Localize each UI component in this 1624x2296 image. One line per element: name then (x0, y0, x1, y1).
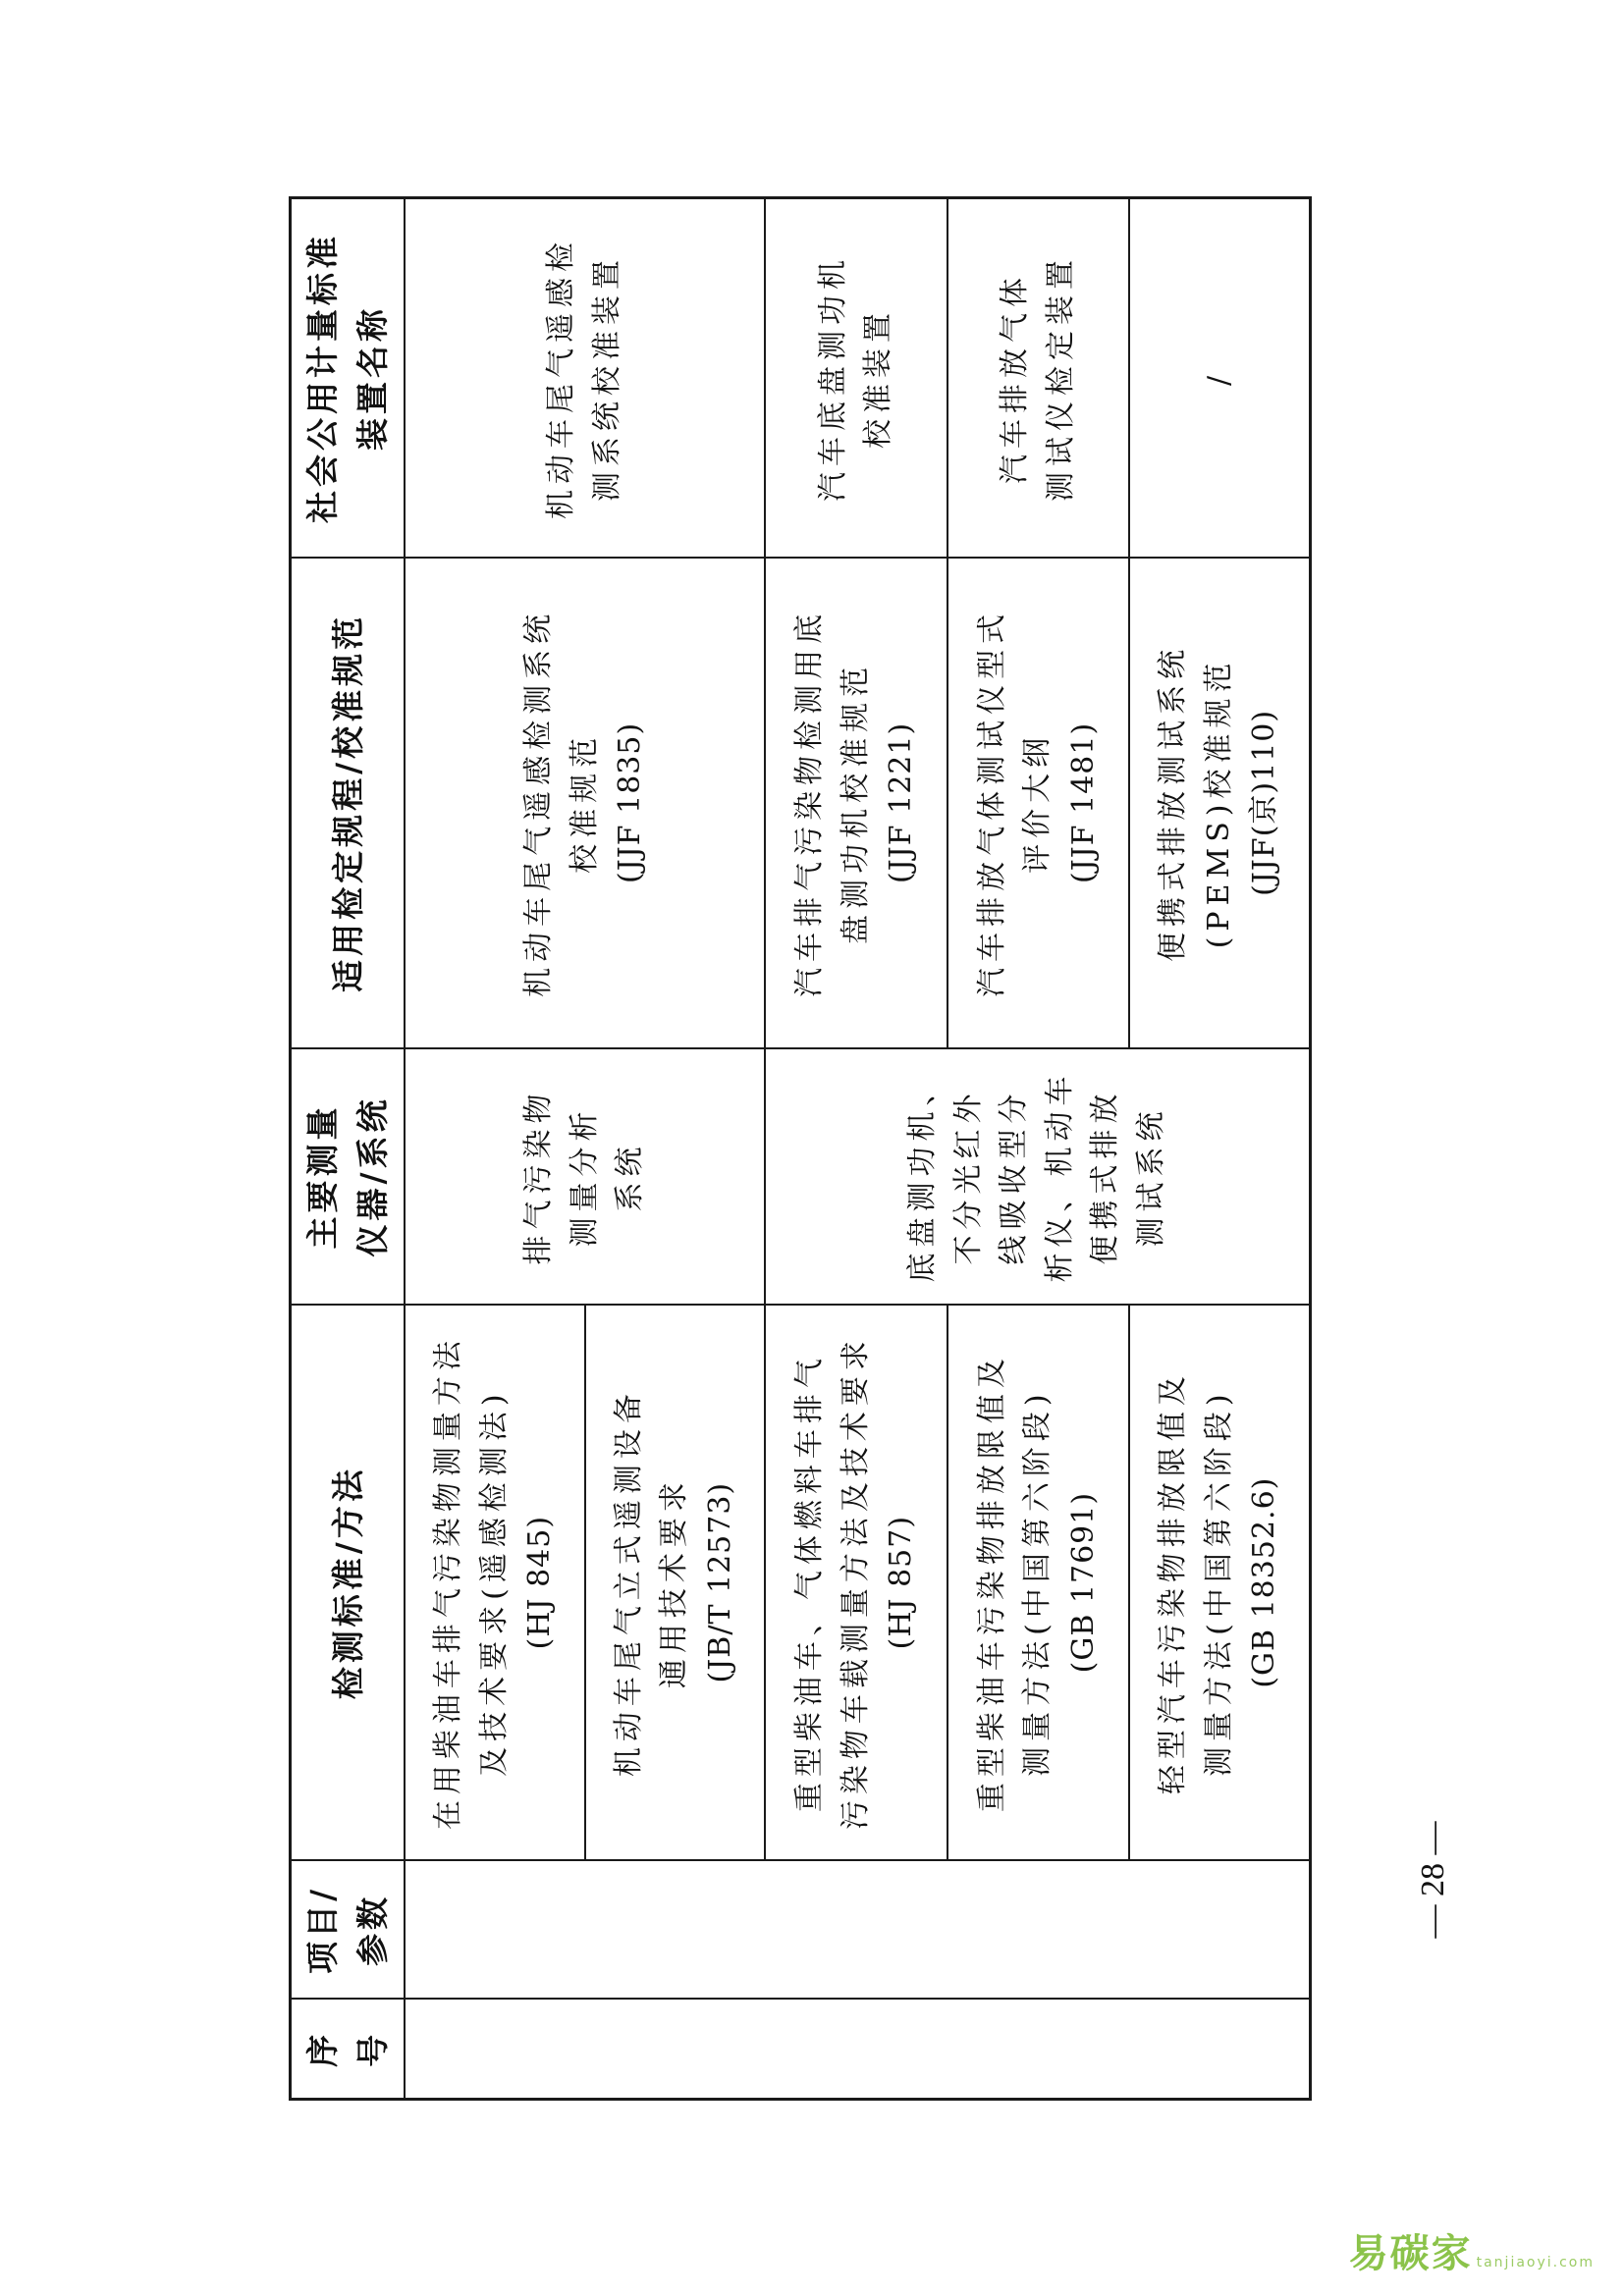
header-instrument: 主要测量 仪器/系统 (291, 1048, 406, 1305)
regulation-cell-jjf1221: 汽车排气污染物检测用底 盘测功机校准规范 (JJF 1221) (765, 558, 947, 1048)
regulation-cell-jjf1481: 汽车排放气体测试仪型式 评价大纲 (JJF 1481) (947, 558, 1129, 1048)
instrument-cell-dyno: 底盘测功机、 不分光红外 线吸收型分 析仪、机动车 便携式排放 测试系统 (765, 1048, 1310, 1305)
method-cell-jbt12573: 机动车尾气立式遥测设备 通用技术要求 (JB/T 12573) (585, 1305, 766, 1860)
header-row (291, 198, 406, 2100)
instrument-cell-analysis: 排气污染物 测量分析 系统 (405, 1048, 765, 1305)
rotated-table-wrapper (289, 196, 1312, 2101)
table-row (765, 198, 947, 2100)
header-method: 检测标准/方法 (291, 1305, 406, 1860)
header-regulation: 适用检定规程/校准规范 (291, 558, 406, 1048)
regulation-cell-jjf-jing-110: 便携式排放测试系统 (PEMS)校准规范 (JJF(京)110) (1129, 558, 1310, 1048)
seq-cell (405, 1999, 1310, 2099)
param-cell (405, 1860, 1310, 1999)
watermark-logo: 易碳家 tanjiaoyi.com (1348, 2231, 1595, 2276)
method-cell-gb17691: 重型柴油车污染物排放限值及 测量方法(中国第六阶段) (GB 17691) (947, 1305, 1129, 1860)
header-standard-device: 社会公用计量标准 装置名称 (291, 198, 406, 558)
table-row (405, 198, 585, 2100)
method-cell-hj845: 在用柴油车排气污染物测量方法 及技术要求(遥感检测法) (HJ 845) (405, 1305, 585, 1860)
standard-cell-remote-sensing: 机动车尾气遥感检 测系统校准装置 (405, 198, 765, 558)
standard-cell-none: / (1129, 198, 1310, 558)
header-param: 项目/ 参数 (291, 1860, 406, 1999)
header-seq: 序号 (291, 1999, 406, 2099)
method-cell-gb18352: 轻型汽车污染物排放限值及 测量方法(中国第六阶段) (GB 18352.6) (1129, 1305, 1310, 1860)
page-number: — 28 — (1415, 1821, 1451, 1939)
standard-cell-gas-analyzer: 汽车排放气体 测试仪检定装置 (947, 198, 1129, 558)
standard-cell-dyno: 汽车底盘测功机 校准装置 (765, 198, 947, 558)
regulation-cell-jjf1835: 机动车尾气遥感检测系统 校准规范 (JJF 1835) (405, 558, 765, 1048)
standards-table (289, 196, 1312, 2101)
method-cell-hj857: 重型柴油车、气体燃料车排气 污染物车载测量方法及技术要求 (HJ 857) (765, 1305, 947, 1860)
